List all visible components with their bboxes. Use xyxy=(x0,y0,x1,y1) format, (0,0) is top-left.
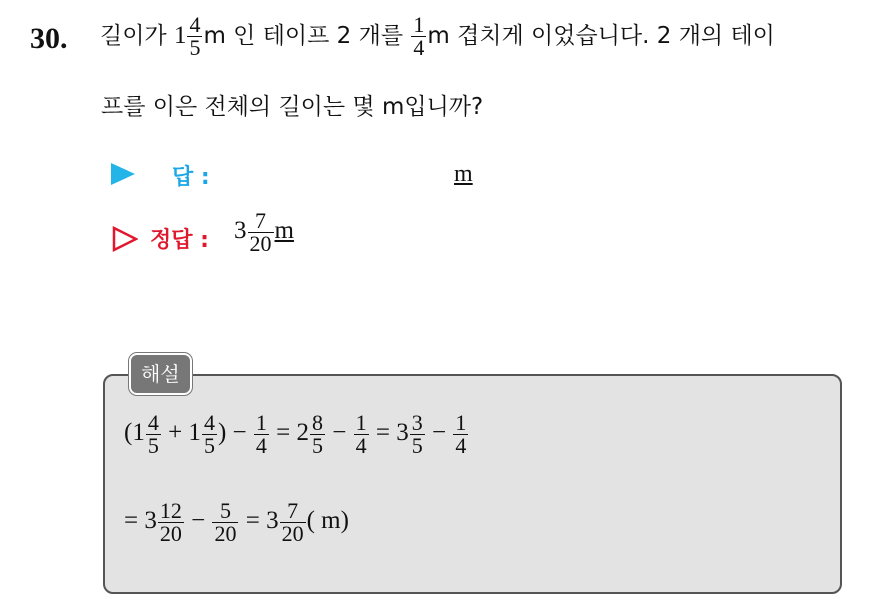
correct-answer-label: 정답 : xyxy=(150,228,209,253)
question-text-1: 길이가 xyxy=(100,23,174,49)
solution-line-2: = 3 $\frac{12}{20}$ − $\frac{5}{20}$ = 3 $\frac{7}{20}$ ( m) xyxy=(124,498,349,546)
correct-answer-value: 3 $\frac{7}{20}$ m xyxy=(234,208,294,256)
solution-line-1: (1 $\frac{4}{5}$ + 1 $\frac{4}{5}$ ) − $\frac{1}{4}$ = 2 $\frac{8}{5}$ − $\frac{1}{4}$ = 3 $\frac{3}{5}$ − $\frac{1}{4}$ xyxy=(124,410,467,458)
answer-unit: m xyxy=(454,161,473,187)
answer-arrow-icon xyxy=(111,163,135,185)
question-text-2: m 인 테이프 2 개를 xyxy=(203,23,411,49)
overlap-fraction: $\frac{1}{4}$ xyxy=(413,12,425,60)
mixed-fraction: $\frac{4}{5}$ xyxy=(189,12,201,60)
mixed-whole: 1 xyxy=(173,22,187,49)
question-line-1 xyxy=(100,14,775,59)
answer-label: 답 : xyxy=(172,165,210,190)
question-number: 30. xyxy=(30,22,68,55)
solution-tag: 해설 xyxy=(129,353,192,395)
solution-box xyxy=(103,374,842,594)
question-text-3: m 겹치게 이었습니다. 2 개의 테이 xyxy=(427,23,775,49)
correct-arrow-icon xyxy=(112,226,138,252)
question-line-2: 프를 이은 전체의 길이는 몇 m입니까? xyxy=(101,94,484,120)
